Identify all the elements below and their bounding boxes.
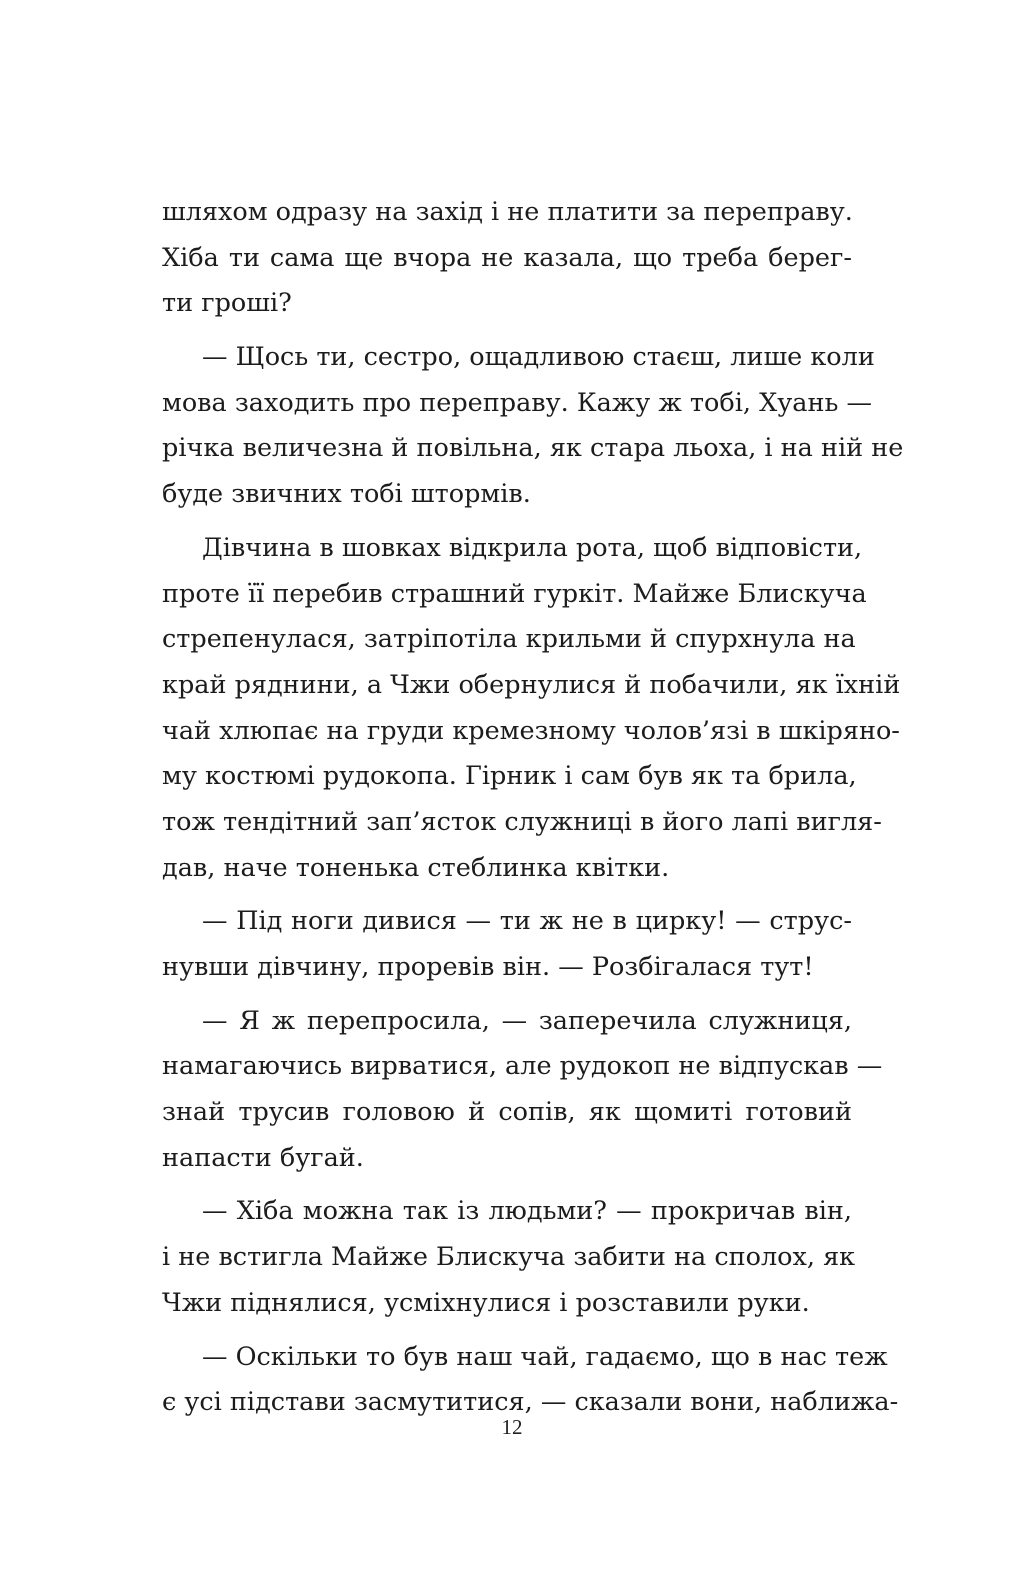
text-line: річка величезна й повільна, як стара льоха, і на ній не xyxy=(162,433,904,464)
text-line: і не встигла Майже Блискуча забити на сполох, як xyxy=(162,1242,856,1273)
text-line: мова заходить про переправу. Кажу ж тобі, Хуань — xyxy=(162,387,872,418)
text-line: намагаючись вирватися, але рудокоп не відпускав — xyxy=(162,1051,883,1082)
text-line: Дівчина в шовках відкрила рота, щоб відповісти, xyxy=(202,532,863,563)
paragraph xyxy=(162,1189,856,1326)
text-line: Хіба ти сама ще вчора не казала, що треба берег- xyxy=(162,242,852,273)
text-line: край ряднини, а Чжи обернулися й побачили, як їхній xyxy=(162,669,901,700)
text-line: чай хлюпає на груди кремезному чолов’язі в шкіряно- xyxy=(162,715,900,746)
text-line: дав, наче тоненька стеблинка квітки. xyxy=(162,852,670,883)
paragraph xyxy=(162,526,901,892)
paragraph xyxy=(162,190,852,327)
text-line: Чжи піднялися, усміхнулися і розставили руки. xyxy=(162,1287,810,1318)
text-line: — Хіба можна так із людьми? — прокричав він, xyxy=(202,1196,852,1227)
page-number: 12 xyxy=(501,1415,523,1439)
text-line: нувши дівчину, проревів він. — Розбігалася тут! xyxy=(162,952,814,982)
paragraph xyxy=(162,899,852,990)
text-line: буде звичних тобі штормів. xyxy=(162,479,531,510)
text-line: — Я ж перепросила, — заперечила служниця, xyxy=(202,1005,852,1036)
text-line: проте її перебив страшний гуркіт. Майже Блискуча xyxy=(162,578,867,609)
paragraph-gap xyxy=(162,1327,852,1335)
paragraph-gap xyxy=(162,518,852,526)
paragraph-gap xyxy=(162,1181,852,1189)
text-line: ти гроші? xyxy=(162,288,292,319)
text-line: напасти бугай. xyxy=(162,1142,364,1173)
text-line: є усі підстави засмутитися, — сказали вони, наближа- xyxy=(162,1387,899,1418)
text-line: тож тендітний зап’ясток служниці в його лапі вигля- xyxy=(162,806,882,837)
text-line: шляхом одразу на захід і не платити за переправу. xyxy=(162,197,853,227)
text-line: — Оскільки то був наш чай, гадаємо, що в нас теж xyxy=(202,1341,888,1372)
text-line: знай трусив головою й сопів, як щомиті готовий xyxy=(162,1097,852,1128)
text-line: му костюмі рудокопа. Гірник і сам був як та брила, xyxy=(162,761,857,792)
paragraph xyxy=(162,335,904,518)
text-line: — Під ноги дивися — ти ж не в цирку! — струс- xyxy=(202,906,852,937)
paragraph xyxy=(162,999,883,1182)
text-line: — Щось ти, сестро, ощадливою стаєш, лише коли xyxy=(202,342,875,373)
paragraph-gap xyxy=(162,991,852,999)
text-line: стрепенулася, затріпотіла крильми й спурхнула на xyxy=(162,624,856,655)
paragraph-gap xyxy=(162,327,852,335)
paragraph xyxy=(162,1335,899,1426)
paragraph-gap xyxy=(162,891,852,899)
page-body xyxy=(162,190,904,1426)
